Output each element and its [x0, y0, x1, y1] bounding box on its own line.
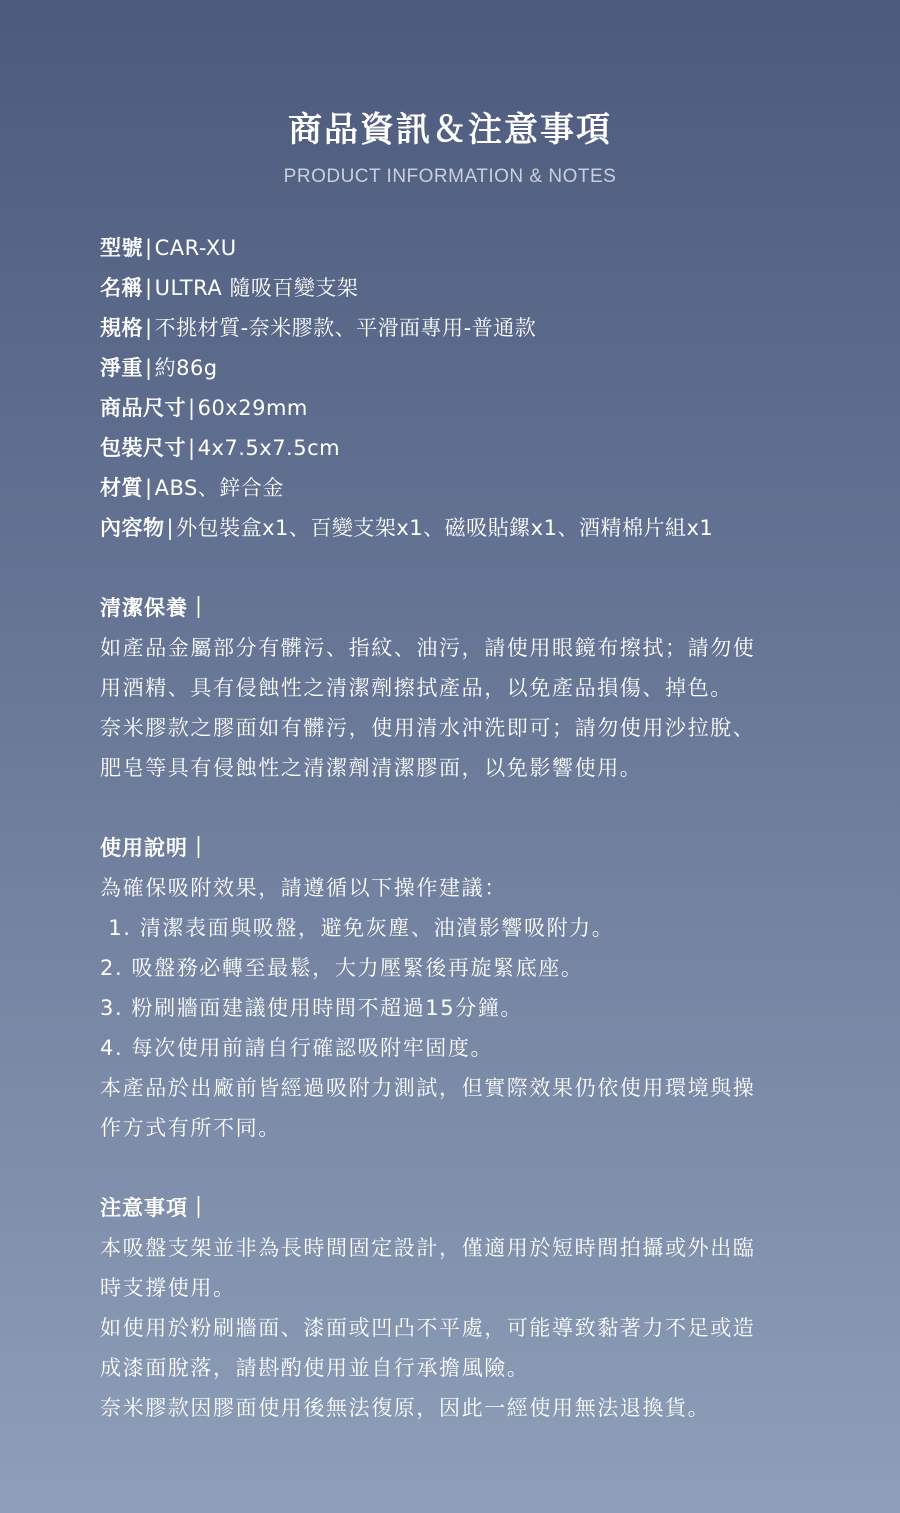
spec-value: 約86g: [154, 356, 218, 380]
spec-separator: |: [145, 316, 153, 340]
page-header: [0, 105, 900, 189]
paragraph-line: 如使用於粉刷牆面、漆面或凹凸不平處，可能導致黏著力不足或造: [100, 1316, 756, 1340]
paragraph-line: 為確保吸附效果，請遵循以下操作建議：: [100, 876, 507, 900]
spec-label: 材質: [100, 476, 143, 500]
notes-section: [100, 1188, 810, 1428]
paragraph-line: 本產品於出廠前皆經過吸附力測試，但實際效果仍依使用環境與操: [100, 1076, 756, 1100]
spec-separator: |: [145, 236, 153, 260]
spec-label: 內容物: [100, 516, 165, 540]
paragraph-line: 用酒精、具有侵蝕性之清潔劑擦拭產品，以免產品損傷、掉色。: [100, 676, 733, 700]
spec-value: 外包裝盒x1、百變支架x1、磁吸貼鏍x1、酒精棉片組x1: [176, 516, 714, 540]
spec-separator: |: [145, 356, 153, 380]
spec-label: 淨重: [100, 356, 143, 380]
list-item: 4. 每次使用前請自行確認吸附牢固度。: [100, 1036, 494, 1060]
section-title-notes: 注意事項｜: [100, 1196, 210, 1220]
content-body: [100, 228, 810, 1428]
spec-label: 規格: [100, 316, 143, 340]
section-title-care: 清潔保養｜: [100, 596, 210, 620]
paragraph-line: 本吸盤支架並非為長時間固定設計，僅適用於短時間拍攝或外出臨: [100, 1236, 756, 1260]
spec-value: ABS、鋅合金: [154, 476, 284, 500]
spec-value: 60x29mm: [197, 396, 308, 420]
spec-row-material: [100, 468, 810, 508]
list-item: 2. 吸盤務必轉至最鬆，大力壓緊後再旋緊底座。: [100, 956, 584, 980]
spec-row-product-size: [100, 388, 810, 428]
spec-separator: |: [188, 436, 196, 460]
spec-row-name: [100, 268, 810, 308]
usage-section: [100, 828, 810, 1148]
spec-row-contents: [100, 508, 810, 548]
spec-label: 商品尺寸: [100, 396, 186, 420]
spec-separator: |: [145, 276, 153, 300]
paragraph-line: 成漆面脫落，請斟酌使用並自行承擔風險。: [100, 1356, 530, 1380]
page-title: 商品資訊＆注意事項: [288, 110, 612, 150]
spec-label: 包裝尺寸: [100, 436, 186, 460]
paragraph-line: 肥皂等具有侵蝕性之清潔劑清潔膠面，以免影響使用。: [100, 756, 643, 780]
spec-value: ULTRA 隨吸百變支架: [154, 276, 359, 300]
spec-separator: |: [145, 476, 153, 500]
paragraph-line: 時支撐使用。: [100, 1276, 236, 1300]
spec-list: [100, 228, 810, 548]
spec-value: 4x7.5x7.5cm: [197, 436, 341, 460]
spec-row-model: [100, 228, 810, 268]
spec-row-weight: [100, 348, 810, 388]
list-item: 1. 清潔表面與吸盤，避免灰塵、油漬影響吸附力。: [100, 916, 615, 940]
spec-value: CAR-XU: [154, 236, 237, 260]
spec-label: 名稱: [100, 276, 143, 300]
spec-value: 不挑材質-奈米膠款、平滑面專用-普通款: [154, 316, 537, 340]
spec-row-package-size: [100, 428, 810, 468]
spec-label: 型號: [100, 236, 143, 260]
spec-separator: |: [188, 396, 196, 420]
paragraph-line: 奈米膠款因膠面使用後無法復原，因此一經使用無法退換貨。: [100, 1396, 711, 1420]
paragraph-line: 作方式有所不同。: [100, 1116, 281, 1140]
list-item: 3. 粉刷牆面建議使用時間不超過15分鐘。: [100, 996, 524, 1020]
care-section: [100, 588, 810, 788]
paragraph-line: 如產品金屬部分有髒污、指紋、油污，請使用眼鏡布擦拭；請勿使: [100, 636, 756, 660]
section-title-usage: 使用說明｜: [100, 836, 210, 860]
spec-row-spec: [100, 308, 810, 348]
spec-separator: |: [166, 516, 175, 540]
page-subtitle: PRODUCT INFORMATION & NOTES: [283, 166, 617, 187]
paragraph-line: 奈米膠款之膠面如有髒污，使用清水沖洗即可；請勿使用沙拉脫、: [100, 716, 756, 740]
